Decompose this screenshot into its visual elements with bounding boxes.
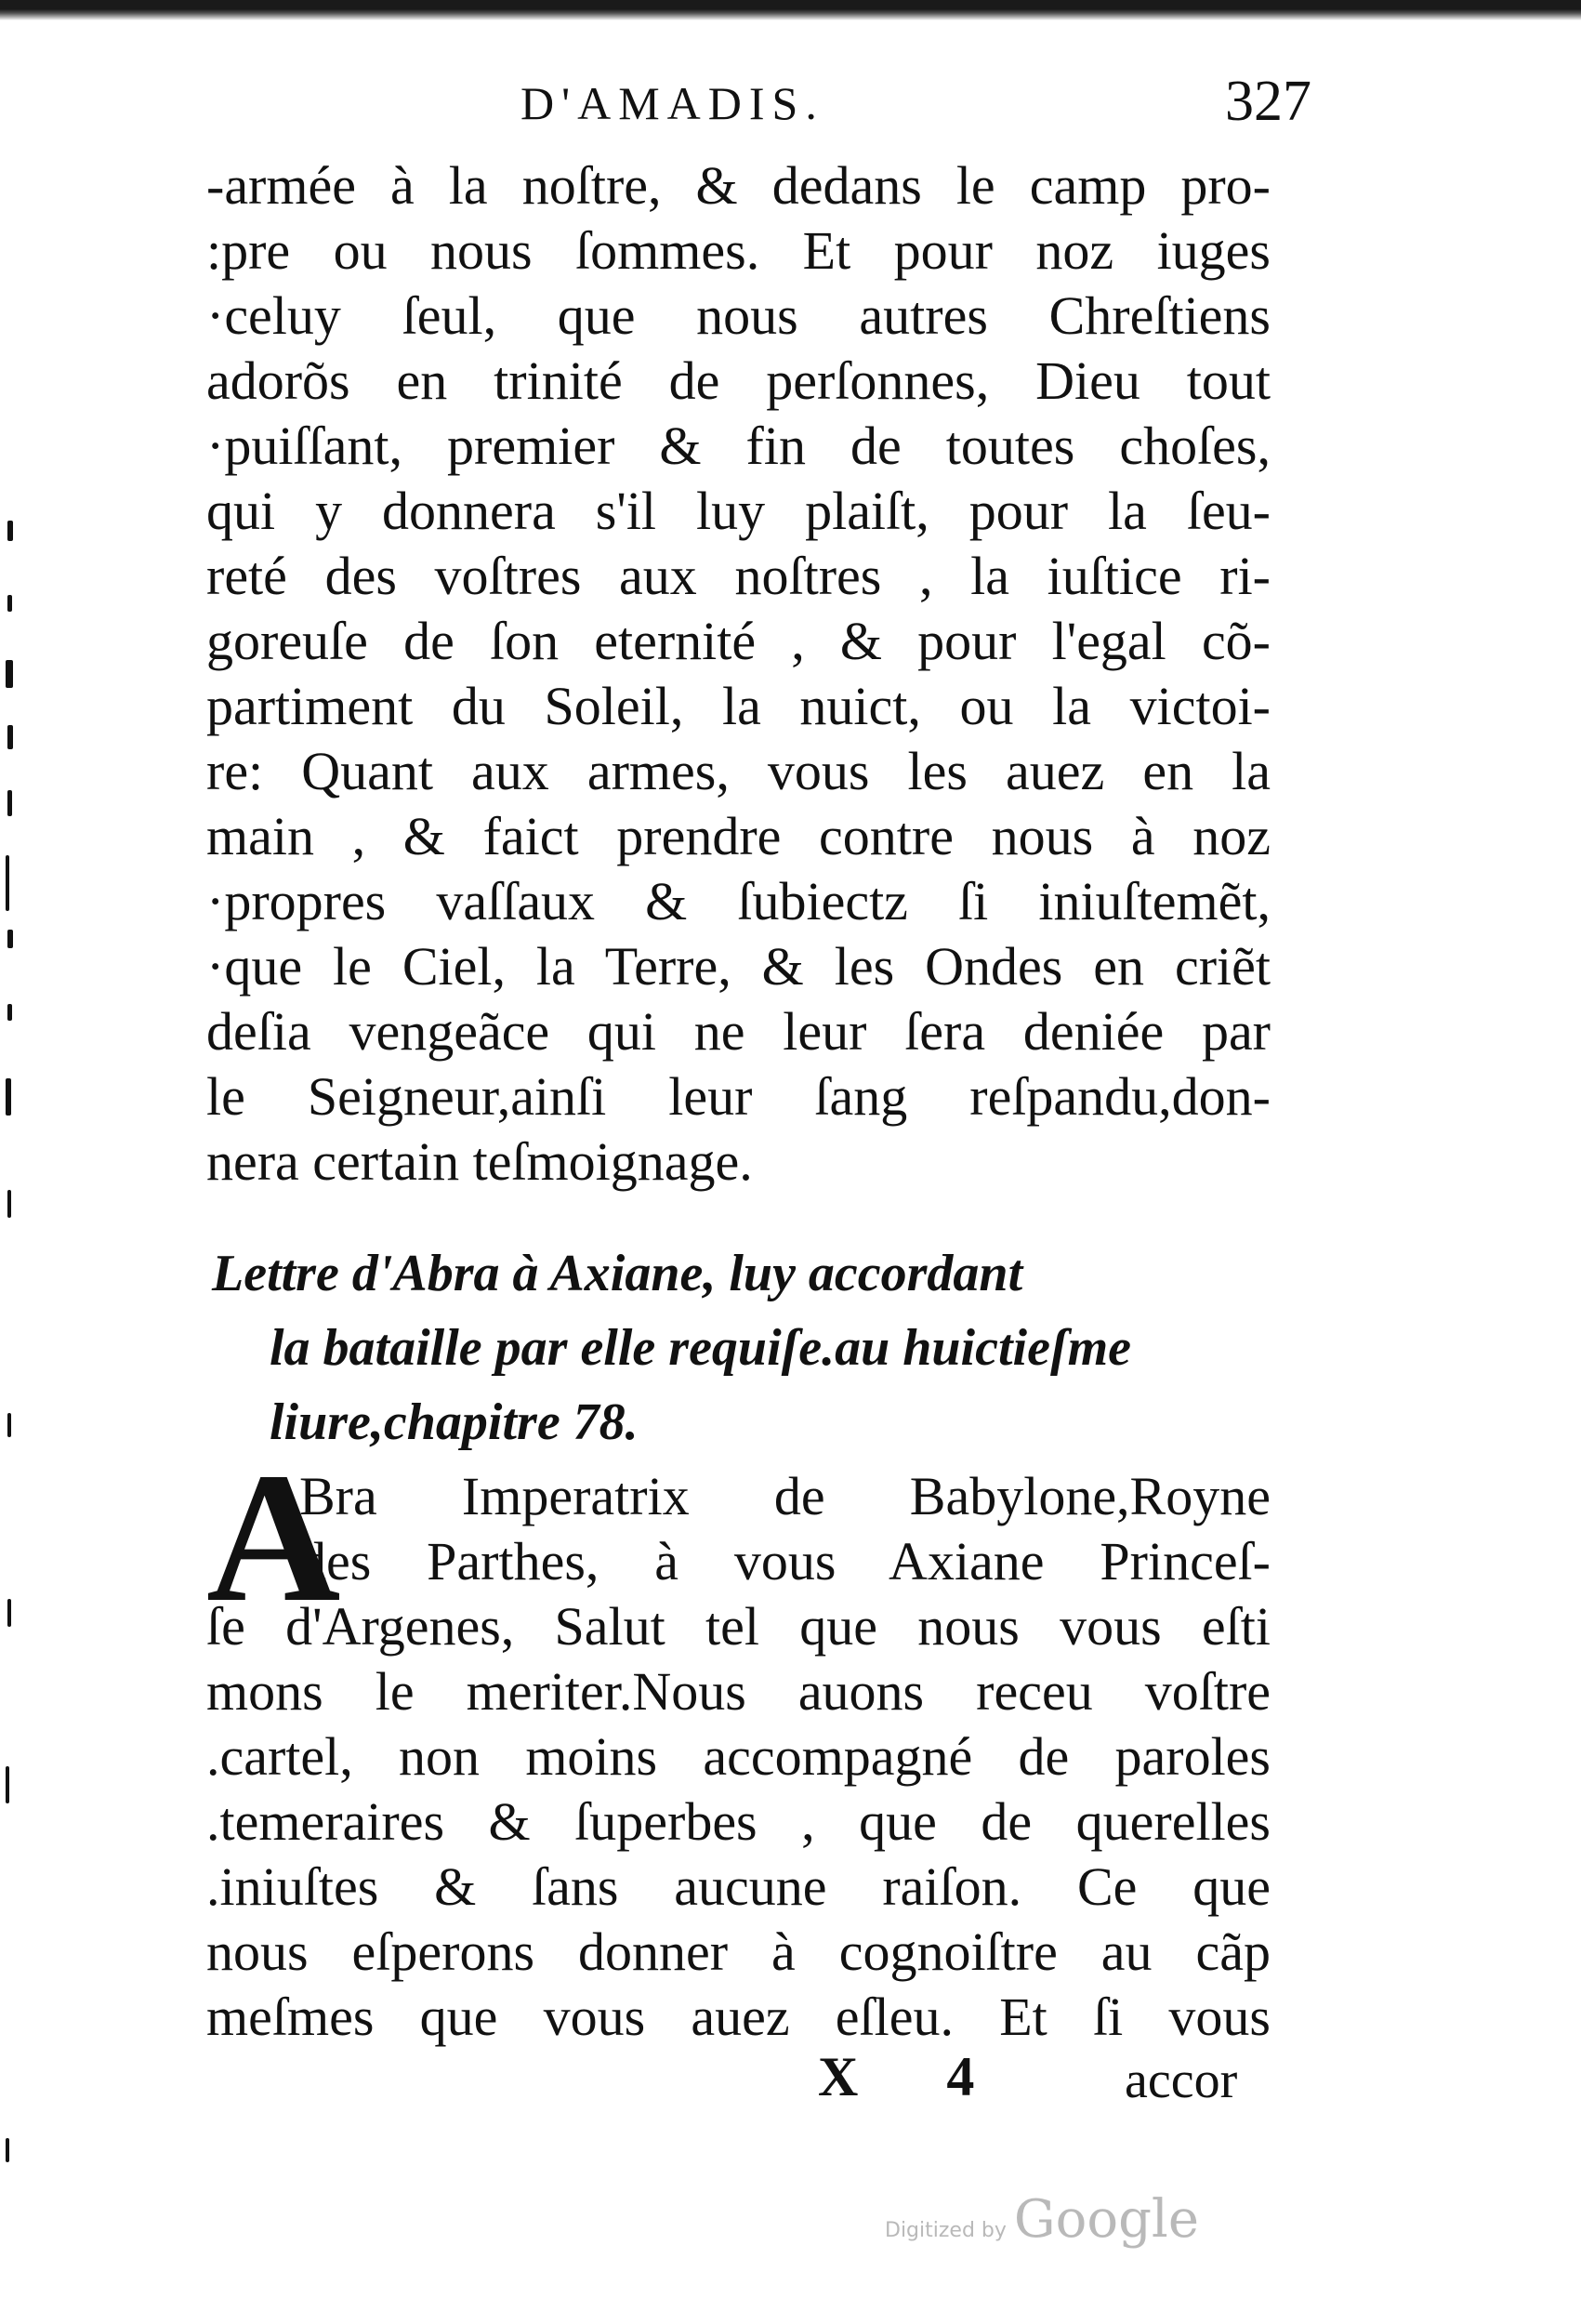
text-line: .iniuſtes & ſans aucune raiſon. Ce que [206, 1856, 1271, 1917]
text-line: le Seigneur,ainſi leur ſang reſpandu,don- [206, 1066, 1271, 1127]
text-line: partiment du Soleil, la nuict, ou la victoi- [206, 676, 1271, 736]
text-line: :pre ou nous ſommes. Et pour noz iuges [206, 220, 1271, 281]
margin-mark [6, 855, 9, 911]
text-line: ·puiſſant, premier & fin de toutes choſes, [206, 416, 1271, 476]
margin-mark [7, 1599, 11, 1627]
margin-mark [7, 930, 13, 948]
text-line: reté des voſtres aux noſtres , la iuſtice ri- [206, 546, 1271, 606]
watermark-prefix: Digitized by [885, 2219, 1007, 2242]
text-line: ſe d'Argenes, Salut tel que nous vous eſti [206, 1596, 1271, 1657]
text-line: main , & faict prendre contre nous à noz [206, 806, 1271, 866]
text-line: nera certain teſmoignage. [206, 1131, 753, 1192]
margin-mark [6, 1078, 11, 1116]
text-line: nous eſperons donner à cognoiſtre au cãp [206, 1921, 1271, 1982]
heading-line: liure,chapitre 78. [270, 1393, 639, 1451]
body-text [206, 153, 1271, 1195]
letter-text [206, 1435, 1271, 2050]
section-heading [212, 1236, 1271, 1459]
text-line: .temeraires & ſuperbes , que de querelles [206, 1791, 1271, 1852]
running-title: D'AMADIS. [520, 77, 824, 129]
text-line: mons le meriter.Nous auons receu voſtre [206, 1661, 1271, 1722]
margin-mark [7, 1004, 12, 1021]
page-number: 327 [1225, 70, 1311, 133]
catchword: accor [1125, 2052, 1238, 2109]
heading-line: la bataille par elle requiſe.au huictieſme [270, 1319, 1132, 1377]
margin-mark [7, 595, 12, 612]
google-logo: Google [1013, 2189, 1199, 2250]
margin-mark [6, 660, 13, 688]
signature-mark: X 4 [818, 2046, 1012, 2107]
text-line: re: Quant aux armes, vous les auez en la [206, 741, 1271, 801]
text-line: adorõs en trinité de perſonnes, Dieu tout [206, 350, 1271, 411]
margin-mark [7, 521, 13, 541]
margin-mark [6, 1766, 9, 1803]
digitized-watermark [885, 2189, 1199, 2250]
margin-mark [6, 2138, 9, 2162]
drop-cap: A [206, 1435, 341, 1641]
heading-line: Lettre d'Abra à Axiane, luy accordant [212, 1245, 1023, 1302]
text-line: qui y donnera s'il luy plaiſt, pour la ſeu- [206, 481, 1271, 541]
text-line: ·celuy ſeul, que nous autres Chreſtiens [206, 285, 1271, 346]
text-line: ·propres vaſſaux & ſubiectz ſi iniuſtemẽt, [206, 871, 1271, 931]
margin-mark [7, 1190, 11, 1218]
text-line: goreuſe de ſon eternité , & pour l'egal cõ- [206, 611, 1271, 671]
margin-mark [7, 790, 12, 816]
binding-margin-marks [0, 483, 20, 2250]
margin-mark [7, 725, 13, 749]
text-line: Bra Imperatrix de Babylone,Royne [299, 1466, 1271, 1526]
text-line: .cartel, non moins accompagné de paroles [206, 1726, 1271, 1787]
text-line: des Parthes, à vous Axiane Princeſ- [299, 1531, 1271, 1591]
text-line: deſia vengeãce qui ne leur ſera deniée par [206, 1001, 1271, 1062]
page-top-edge [0, 0, 1581, 20]
text-line: ·que le Ciel, la Terre, & les Ondes en criẽt [206, 936, 1271, 997]
margin-mark [7, 1413, 11, 1437]
text-line: meſmes que vous auez eſleu. Et ſi vous [206, 1987, 1271, 2047]
text-line: -armée à la noſtre, & dedans le camp pro- [206, 155, 1271, 216]
